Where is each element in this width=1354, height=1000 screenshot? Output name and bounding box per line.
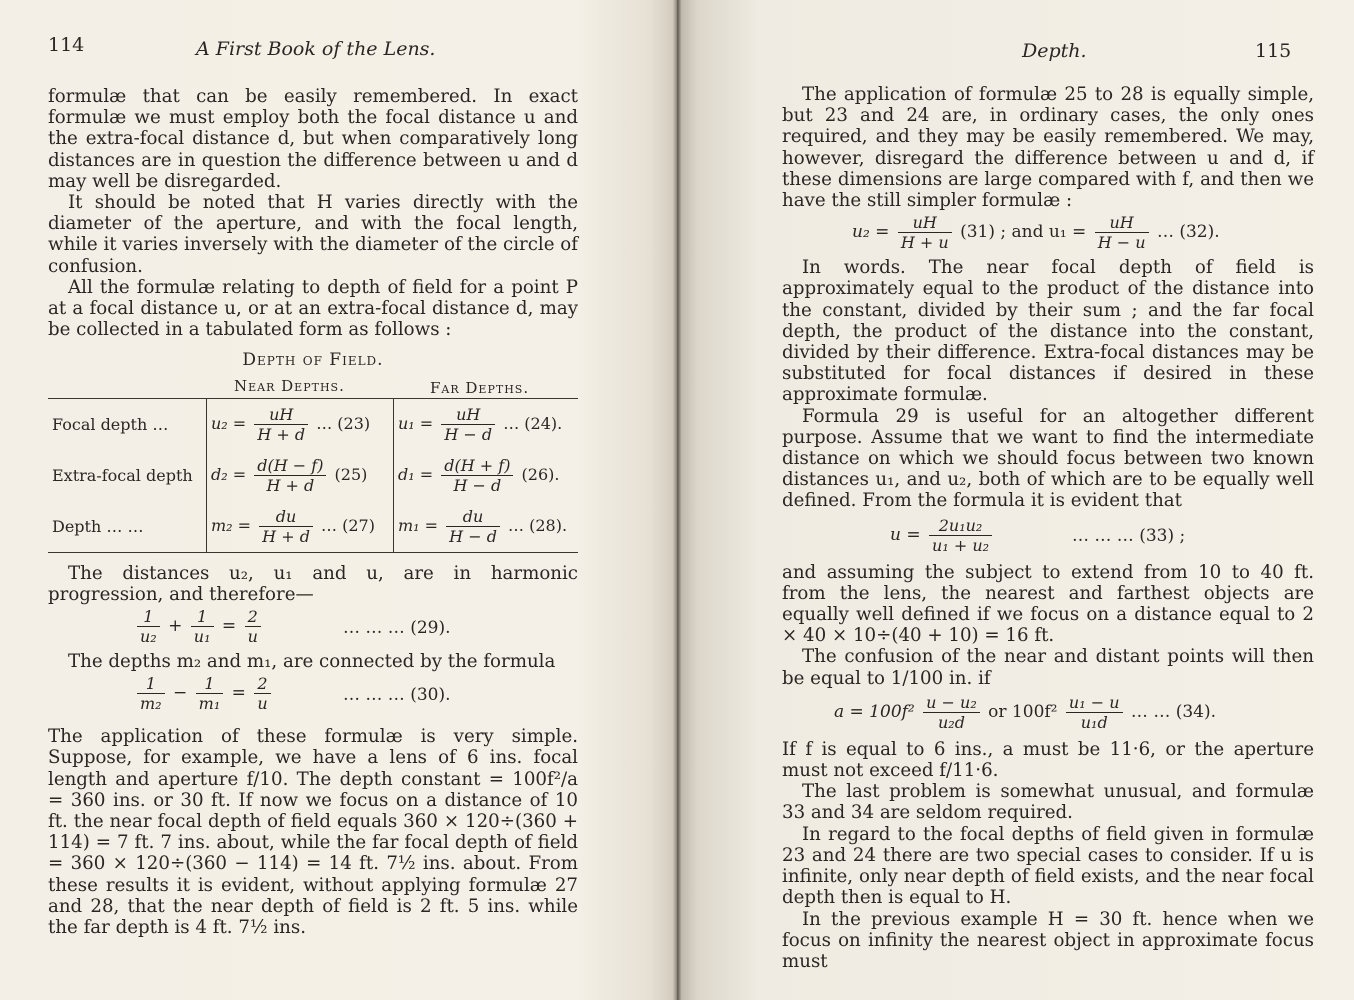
paragraph-continued xyxy=(48,86,578,192)
operator: + xyxy=(168,616,183,637)
paragraph: The last problem is somewhat unusual, and formulæ 33 and 34 are seldom required. xyxy=(782,781,1314,824)
formula-lhs: u₂ = xyxy=(852,222,890,243)
table-row xyxy=(48,501,578,553)
fraction xyxy=(137,607,160,646)
numerator: u₁ − u xyxy=(1066,693,1123,713)
near-formula-cell xyxy=(207,398,394,450)
text-line: the extra-focal distance d, but when comparatively long xyxy=(48,128,578,150)
numerator: 2u₁u₂ xyxy=(929,516,992,536)
equation-label: or 100f² xyxy=(988,701,1058,722)
numerator: 1 xyxy=(137,674,165,694)
denominator: u₂d xyxy=(937,712,965,732)
book-gutter xyxy=(672,0,682,1000)
numerator: d(H + f) xyxy=(441,456,513,476)
fraction xyxy=(245,607,261,646)
denominator: u₁ + u₂ xyxy=(932,535,990,555)
denominator: H + d xyxy=(266,475,315,495)
equation-31-32 xyxy=(782,211,1314,257)
formula-lhs: m₂ = xyxy=(211,515,252,535)
paragraph: The application of these formulæ is very simple. Suppose, for example, we have a lens of 6 ins. focal length and aperture f/10. The depth constant = 100f²/a = 360 ins. or 30 ft. If now we focus on a distance of 10 ft. the near focal depth of field equals 360 × 120÷(360 + 114) = 7 ft. 7 ins. about, while the far focal depth of field = 360 × 120÷(360 − 114) = 14 ft. 7½ ins. about. From these results it is evident, without applying formulæ 27 and 28, that the near depth of field is 2 ft. 5 ins. while the far depth is 4 ft. 7½ ins. xyxy=(48,726,578,939)
formula-label: … (23) xyxy=(316,413,371,433)
equation-label: … … … (29). xyxy=(343,618,451,639)
table-row xyxy=(48,450,578,501)
paragraph: It should be noted that H varies directly with the diameter of the aperture, and with the focal length, while it varies inversely with the diameter of the circle of confusion. xyxy=(48,192,578,277)
denominator: u₁d xyxy=(1080,712,1108,732)
formula-lhs: u = xyxy=(890,524,921,545)
denominator: m₂ xyxy=(140,694,162,714)
fraction xyxy=(441,456,513,495)
paragraph: Formula 29 is useful for an altogether different purpose. Assume that we want to find the intermediate distance on which we should focus between two known distances u₁, and u₂, both of which are to be equally well defined. From the formula it is evident that xyxy=(782,405,1314,512)
fraction xyxy=(254,405,308,444)
fraction xyxy=(1095,213,1149,252)
fraction xyxy=(191,607,214,646)
equation-terms xyxy=(134,674,274,713)
equation-29 xyxy=(48,605,578,651)
fraction xyxy=(137,674,165,713)
page-number: 115 xyxy=(1255,40,1292,62)
numerator: uH xyxy=(441,405,495,425)
denominator: u₂ xyxy=(140,627,157,647)
fraction xyxy=(441,405,495,444)
numerator: u − u₂ xyxy=(923,693,980,713)
paragraph: All the formulæ relating to depth of field for a point P at a focal distance u, or at an extra-focal distance d, may be collected in a tabulated form as follows : xyxy=(48,276,578,341)
left-body xyxy=(48,86,578,938)
denominator: u xyxy=(247,627,258,647)
fraction xyxy=(196,674,224,713)
equation-30 xyxy=(48,672,578,718)
near-formula-cell xyxy=(207,501,394,553)
equation-label: … … (34). xyxy=(1130,701,1217,722)
formula-label: … (28). xyxy=(508,515,568,535)
denominator: H + d xyxy=(257,424,306,444)
equation-33 xyxy=(782,512,1314,562)
fraction xyxy=(446,507,500,546)
operator: − xyxy=(173,683,188,704)
formula-lhs: u₂ = xyxy=(211,413,247,433)
equation-terms xyxy=(834,693,1216,732)
equation-label: (31) ; and u₁ = xyxy=(960,222,1087,243)
formula-label: … (27) xyxy=(321,515,375,535)
depth-of-field-table xyxy=(48,398,578,553)
numerator: 2 xyxy=(245,607,261,627)
numerator: uH xyxy=(254,405,308,425)
denominator: H − d xyxy=(449,526,497,546)
running-title: Depth. xyxy=(1022,40,1087,62)
denominator: H + u xyxy=(900,233,949,253)
right-body xyxy=(782,84,1314,972)
numerator: uH xyxy=(1095,213,1149,233)
fraction xyxy=(923,693,980,732)
numerator: du xyxy=(259,507,313,527)
table-column-headers xyxy=(48,372,578,398)
formula-lhs: d₂ = xyxy=(211,464,247,484)
numerator: du xyxy=(446,507,500,527)
numerator: 1 xyxy=(137,607,160,627)
table-row xyxy=(48,398,578,450)
paragraph: In words. The near focal depth of field is approximately equal to the product of the distance into the constant, divided by their sum ; and the far focal depth, the product of the distance into the constant, divided by their difference. Extra-focal distances may be substituted for focal distances if desired in these approximate formulæ. xyxy=(782,257,1314,406)
formula-lhs: m₁ = xyxy=(398,515,439,535)
text-line: formulæ we must employ both the focal distance u and xyxy=(48,107,578,129)
row-label: Focal depth … xyxy=(48,398,207,450)
formula-lhs: a = 100f² xyxy=(834,701,915,722)
text-line: distances are in question the difference between u and d xyxy=(48,149,578,171)
denominator: H − u xyxy=(1097,233,1146,253)
fraction xyxy=(259,507,313,546)
formula-lhs: u₁ = xyxy=(398,413,434,433)
text-line: may well be disregarded. xyxy=(48,170,282,192)
near-formula-cell xyxy=(207,450,394,501)
denominator: u₁ xyxy=(193,627,211,647)
equation-label: … … … (33) ; xyxy=(1072,525,1186,546)
near-depths-header: Near Depths. xyxy=(234,376,345,395)
far-formula-cell xyxy=(394,450,579,501)
paragraph: and assuming the subject to extend from 10 to 40 ft. from the lens, the nearest and farthest objects are equally well defined if we focus on a distance equal to 2 × 40 × 10÷(40 + 10) = 16 ft. xyxy=(782,561,1314,647)
paragraph: The distances u₂, u₁ and u, are in harmonic progression, and therefore— xyxy=(48,562,578,605)
row-label: Extra-focal depth xyxy=(52,465,193,485)
paragraph: In regard to the focal depths of field given in formulæ 23 and 24 there are two special cases to consider. If u is infinite, only near depth of field exists, and the near focal depth then is equal to H. xyxy=(782,823,1314,909)
far-depths-header: Far Depths. xyxy=(430,378,530,397)
fraction xyxy=(929,516,992,555)
far-formula-cell xyxy=(394,398,579,450)
table-title: Depth of Field. xyxy=(242,350,384,371)
equation-label: … (32). xyxy=(1156,222,1220,243)
formula-label: (25) xyxy=(334,464,368,484)
equation-label: … … … (30). xyxy=(343,685,451,706)
fraction xyxy=(254,674,270,713)
paragraph: The depths m₂ and m₁, are connected by the formula xyxy=(68,651,556,673)
operator: = xyxy=(221,616,237,637)
formula-label: (26). xyxy=(521,464,560,484)
numerator: uH xyxy=(898,213,952,233)
denominator: m₁ xyxy=(198,694,221,714)
denominator: H + d xyxy=(262,526,310,546)
numerator: d(H − f) xyxy=(254,456,326,476)
text-line: formulæ that can be easily remembered. In exact xyxy=(48,86,578,107)
running-title: A First Book of the Lens. xyxy=(196,38,436,60)
equation-terms xyxy=(852,213,1220,252)
paragraph: The application of formulæ 25 to 28 is equally simple, but 23 and 24 are, in ordinary cases, the only ones required, and they may be easily remembered. We may, however, disregard the difference between u and d, if these dimensions are large compared with f, and then we have the still simpler formulæ : xyxy=(782,84,1314,212)
numerator: 2 xyxy=(254,674,270,694)
denominator: H − d xyxy=(453,475,502,495)
formula-lhs: d₁ = xyxy=(398,464,434,484)
operator: = xyxy=(231,683,246,704)
fraction xyxy=(898,213,952,252)
fraction xyxy=(254,456,326,495)
equation-terms xyxy=(890,516,995,555)
denominator: H − d xyxy=(444,424,493,444)
fraction xyxy=(1066,693,1123,732)
equation-terms xyxy=(134,607,264,646)
paragraph: The confusion of the near and distant points will then be equal to 1/100 in. if xyxy=(782,646,1314,689)
paragraph: If f is equal to 6 ins., a must be 11·6, or the aperture must not exceed f/11·6. xyxy=(782,738,1314,782)
page-number: 114 xyxy=(48,34,85,56)
numerator: 1 xyxy=(191,607,214,627)
row-label: Depth … … xyxy=(48,501,207,553)
numerator: 1 xyxy=(196,674,224,694)
formula-label: … (24). xyxy=(503,413,563,433)
paragraph: In the previous example H = 30 ft. hence when we focus on infinity the nearest object in approximate focus must xyxy=(782,908,1314,972)
denominator: u xyxy=(257,694,268,714)
far-formula-cell xyxy=(394,501,579,553)
equation-34 xyxy=(782,689,1314,739)
